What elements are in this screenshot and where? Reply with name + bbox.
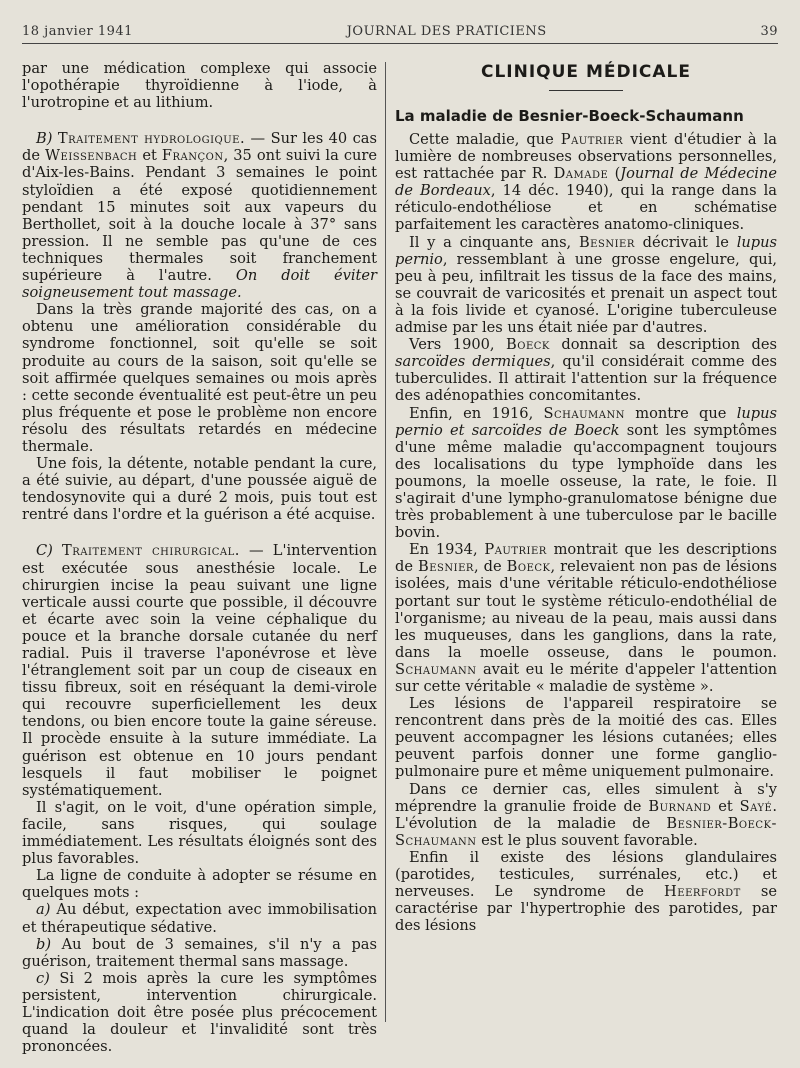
text-run: Si 2 mois après la cure les symptômes persistent, intervention chirurgicale. L'indication doit être posée plus précocement quand la douleur et l'invalidité sont très prononcées. [22, 969, 377, 1056]
header-date: 18 janvier 1941 [22, 23, 133, 39]
paragraph-line-of-conduct: La ligne de conduite à adopter se résume en quelques mots : [22, 867, 377, 902]
running-header [22, 20, 778, 42]
text-run: , 35 ont suivi la cure d'Aix-les-Bains. Pendant 3 semaines le point styloïdien a été exposé quotidiennement pendant 15 minutes soit aux vapeurs du Berthollet, soit à la douche locale à 37° sans pression. Il ne semble pas qu'une de ces techniques thermales soit franchement supérieure à l'autre. [22, 147, 378, 285]
author-francon: Françon [161, 147, 224, 165]
author-saye: Sayé [739, 797, 773, 815]
text-run: vient d'étudier à la lumière de nombreuses observations personnelles, est rattachée par R. [395, 131, 777, 183]
paragraph-respiratory: Les lésions de l'appareil respiratoire se rencontrent dans près de la moitié des cas. Elles peuvent accompagner les lésions cutanées; elles peuvent parfois donner une forme ganglio-pulmonaire pure et même uniquement pulmonaire. [395, 695, 777, 781]
paragraph-hydrological-treatment [22, 130, 377, 301]
text-run: , relevaient non pas de lésions isolées, mais d'une véritable réticulo-endothéliose portant sur tout le système réticulo-endothélial de l'organisme; au niveau de la peau, mais aussi dans les muqueuses, dans les ganglions, dans la rate, dans la moelle osseuse, dans le poumon. [395, 558, 777, 661]
paragraph-intro [395, 131, 777, 234]
italic-no-massage: On doit éviter soigneusement tout massage. [22, 267, 378, 302]
text-run: , ressemblant à une grosse engelure, qui, peu à peu, infiltrait les tissus de la face des mains, se couvrait de varicosités et prenait un aspect tout à la fois livide et cyanosé. L'origine tuberculeuse admise par les uns était niée par d'autres. [395, 250, 777, 337]
text-run: donnait sa description des [549, 336, 777, 354]
text-run: montrait que les descriptions de [395, 541, 777, 576]
text-run: et [137, 147, 162, 165]
paragraph-besnier [395, 234, 777, 337]
article-title: La maladie de Besnier-Boeck-Schaumann [395, 107, 744, 125]
text-run: Enfin, en 1916, [409, 404, 544, 422]
paragraph-surgical-treatment [22, 542, 377, 798]
text-run: Au bout de 3 semaines, s'il n'y a pas guérison, traitement thermal sans massage. [22, 935, 377, 970]
author-schaumann: Schaumann [543, 404, 625, 422]
text-run: Au début, expectation avec immobilisation et thérapeutique sédative. [22, 901, 377, 936]
list-item-a [22, 901, 377, 935]
column-divider [385, 62, 386, 1022]
header-journal-name: JOURNAL DES PRATICIENS [346, 23, 547, 39]
paragraph-tendosynovitis: Une fois, la détente, notable pendant la cure, a été suivie, au départ, d'une poussée aiguë de tendosynovite qui a duré 2 mois, puis tout est rentré dans l'ordre et la guérison a été acquise. [22, 455, 377, 524]
author-besnier: Besnier [578, 233, 635, 251]
text-run: Il y a cinquante ans, [409, 233, 579, 251]
author-pautrier: Pautrier [560, 131, 624, 148]
text-run: est le plus souvent favorable. [476, 831, 698, 849]
list-label-a: a) [36, 901, 51, 919]
paragraph-improvement: Dans la très grande majorité des cas, on a obtenu une amélioration considérable du syndrome fonctionnel, soit qu'elle se soit produite au cours de la saison, soit qu'elle se soit affirmée quelques semaines ou mois après : cette seconde éventualité est peut-être un peu plus fréquente et pose le problème non encore résolu des résultats retardés en médecine thermale. [22, 301, 377, 455]
paragraph-pautrier-1934 [395, 541, 777, 695]
section-label-b: B) [36, 130, 53, 148]
author-boeck: Boeck [506, 336, 550, 354]
heading-surgical: Traitement chirurgical. [62, 542, 240, 560]
paragraph-schaumann [395, 405, 777, 542]
header-page-number: 39 [760, 23, 778, 39]
text-run: Dans ce dernier cas, elles simulent à s'y méprendre la granulie froide de [395, 780, 777, 815]
header-rule [22, 43, 778, 44]
journal-citation: Journal de Médecine de Bordeaux [395, 165, 777, 200]
text-run: , 14 déc. 1940), qui la range dans la réticulo-endothéliose et en schématise parfaitement les caractères anatomo-cliniques. [395, 182, 777, 234]
author-heerfordt: Heerfordt [664, 883, 741, 901]
section-title: CLINIQUE MÉDICALE [480, 62, 692, 82]
author-boeck: Boeck [506, 558, 551, 576]
paragraph-granulie [395, 781, 777, 849]
author-damade: Damade [553, 165, 609, 183]
author-schaumann: Schaumann [395, 660, 477, 678]
list-label-b: b) [36, 935, 52, 953]
heading-hydrological: Traitement hydrologique. [57, 130, 246, 148]
text-run: — Sur les 40 cas de [22, 130, 377, 165]
text-run: En 1934, [409, 541, 485, 559]
text-run: , qu'il considérait comme des tuberculides. Il attirait l'attention sur la fréquence des adénopathies concomitantes. [395, 353, 777, 405]
term-lupus-pernio: lupus pernio [395, 233, 777, 268]
paragraph-medication: par une médication complexe qui associe l'opothérapie thyroïdienne à l'iode, à l'urotropine et au lithium. [22, 60, 377, 112]
right-column [395, 60, 777, 934]
text-run: ( [608, 165, 621, 183]
author-besnier: Besnier [418, 558, 474, 576]
list-item-b [22, 936, 377, 970]
paragraph-glandular [395, 849, 777, 934]
list-item-c [22, 970, 377, 1055]
text-run: montre que [624, 404, 737, 422]
text-run: Enfin il existe des lésions glandulaires (parotides, testicules, surrénales, etc.) et nerveuses. Le syndrome de [395, 848, 777, 901]
term-lupus-sarcoides: lupus pernio et sarcoïdes de Boeck [395, 404, 778, 439]
author-weissenbach: Weissenbach [45, 147, 138, 165]
list-label-c: c) [36, 969, 50, 987]
author-pautrier: Pautrier [484, 541, 547, 559]
text-run: sont les symptômes d'une même maladie qu'accompagnent toujours des localisations du type lymphoïde dans les poumons, la moelle osseuse, la rate, le foie. Il s'agirait d'une lympho-granulomatose bénigne due très probablement à une tuberculose par le bacille bovin. [395, 421, 777, 542]
term-sarcoides: sarcoïdes dermiques [395, 353, 551, 371]
text-run: — L'intervention est exécutée sous anesthésie locale. Le chirurgien incise la peau suivant une ligne verticale aussi courte que possible, il découvre et écarte avec soin la veine céphalique du pouce et la branche dorsale cutanée du nerf radial. Puis il traverse l'aponévrose et lève l'étranglement soit par un coup de ciseaux en tissu fibreux, soit en réséquant la demi-virole qui recouvre superficiellement les deux tendons, ou bien encore toute la gaine séreuse. Il procède ensuite à la suture immédiate. La guérison est obtenue en 10 jours pendant lesquels il faut mobiliser le poignet systématiquement. [22, 542, 378, 799]
text-run: avait eu le mérite d'appeler l'attention sur cette véritable « maladie de système ». [395, 660, 777, 695]
disease-name: Besnier-Boeck-Schaumann [395, 814, 777, 849]
text-run: . L'évolution de la maladie de [395, 797, 777, 832]
text-run: , de [473, 558, 507, 576]
text-run: Vers 1900, [409, 336, 507, 354]
text-run: et [711, 797, 740, 815]
paragraph-boeck [395, 336, 777, 404]
text-run: se caractérise par l'hypertrophie des parotides, par des lésions [395, 883, 778, 935]
paragraph-simple-operation: Il s'agit, on le voit, d'une opération simple, facile, sans risques, qui soulage immédiatement. Les résultats éloignés sont des plus favorables. [22, 798, 377, 868]
text-run: Cette maladie, que [409, 131, 561, 148]
author-burnand: Burnand [648, 797, 712, 815]
title-rule [549, 90, 623, 91]
left-column [22, 60, 377, 1055]
text-run: décrivait le [634, 233, 737, 251]
section-label-c: C) [36, 542, 53, 560]
